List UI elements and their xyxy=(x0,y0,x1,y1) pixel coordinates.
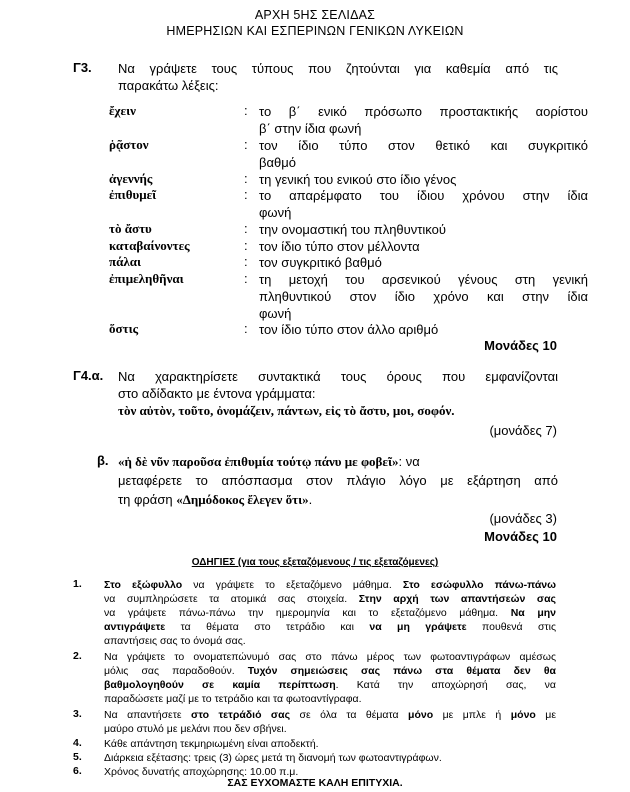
instruction-text: . Κατά την αποχώρησή σας, να xyxy=(335,679,556,691)
instruction-1 xyxy=(104,578,556,648)
instruction-text: να γράψετε το εξεταζόμενο μάθημα. xyxy=(182,579,403,591)
question-g4-number: Γ4.α. xyxy=(73,368,104,383)
instruction-text: με xyxy=(535,709,557,721)
g4b-line3-post: . xyxy=(308,492,313,507)
instruction-1-line xyxy=(104,592,556,606)
g4-score: Μονάδες 10 xyxy=(484,529,557,544)
question-g4b-line2: μεταφέρετε το απόσπασμα στον πλάγιο λόγο με εξάρτηση από xyxy=(118,473,558,488)
g3-word: ἔχειν xyxy=(109,103,136,118)
question-g4b-line3 xyxy=(118,491,312,508)
g3-definition-line: τον ίδιο τύπο στον μέλλοντα xyxy=(259,239,420,254)
question-g3-prompt-line2: παρακάτω λέξεις: xyxy=(118,78,219,93)
instruction-emphasis: Στο εσώφυλλο πάνω-πάνω xyxy=(402,579,556,591)
instruction-text: να συμπληρώσετε τα ατομικά σας στοιχεία. xyxy=(104,593,359,605)
instruction-text: πουθενά στις xyxy=(466,621,557,633)
g3-colon: : xyxy=(244,137,248,152)
instruction-3-line xyxy=(104,708,556,722)
g3-colon: : xyxy=(244,271,248,286)
instruction-text: μόλις σας παραδοθούν. xyxy=(104,665,248,677)
g3-colon: : xyxy=(244,171,248,186)
instruction-text: Να γράψετε το ονοματεπώνυμό σας στο πάνω μέρος των φωτοαντιγράφων αμέσως xyxy=(104,651,556,663)
g3-definition-line: φωνή xyxy=(259,306,292,321)
g3-colon: : xyxy=(244,103,248,118)
g4b-line3-pre: τη φράση xyxy=(118,492,177,507)
instruction-text: απαντήσεις σας το όνομά σας. xyxy=(104,635,246,647)
g4b-quote: «ἡ δὲ νῦν παροῦσα ἐπιθυμία τούτῳ πάνυ με φοβεῖ» xyxy=(118,454,399,469)
g3-definition-line: πληθυντικού στον ίδιο χρόνο και στην ίδια xyxy=(259,289,588,304)
instruction-4: Κάθε απάντηση τεκμηριωμένη είναι αποδεκτή. xyxy=(104,738,319,750)
instruction-number: 3. xyxy=(73,708,82,720)
g3-definition-line: φωνή xyxy=(259,205,292,220)
instruction-number: 4. xyxy=(73,737,82,749)
g3-definition-line: την ονομαστική του πληθυντικού xyxy=(259,222,446,237)
instruction-2 xyxy=(104,650,556,706)
instruction-2-line xyxy=(104,692,556,706)
instruction-3-line xyxy=(104,722,556,736)
instruction-5: Διάρκεια εξέτασης: τρεις (3) ώρες μετά τη διανομή των φωτοαντιγράφων. xyxy=(104,752,442,764)
instruction-number: 5. xyxy=(73,751,82,763)
instruction-emphasis: Στην αρχή των απαντήσεών σας xyxy=(358,593,557,605)
g3-score: Μονάδες 10 xyxy=(484,338,557,353)
question-g3-prompt-line1: Να γράψετε τους τύπους που ζητούνται για καθεμία από τις xyxy=(118,61,558,76)
question-g4a-line2: στο αδίδακτο με έντονα γράμματα: xyxy=(118,386,316,401)
instruction-number: 6. xyxy=(73,765,82,777)
g3-definition-line: τον ίδιο τύπο στον άλλο αριθμό xyxy=(259,322,439,337)
g3-colon: : xyxy=(244,221,248,236)
g3-word: ῥᾷστον xyxy=(109,137,149,152)
instruction-emphasis: Να μην xyxy=(510,607,557,619)
g3-word: ἀγεννής xyxy=(109,171,153,186)
g3-colon: : xyxy=(244,321,248,336)
instruction-2-line xyxy=(104,664,556,678)
g3-colon: : xyxy=(244,187,248,202)
instruction-2-line xyxy=(104,650,556,664)
instruction-text: Να απαντήσετε xyxy=(104,709,192,721)
instruction-emphasis: μόνο xyxy=(510,709,536,721)
instructions-title: ΟΔΗΓΙΕΣ (για τους εξεταζόμενους / τις εξεταζόμενες) xyxy=(191,557,439,568)
instruction-emphasis: βαθμολογηθούν σε καμία περίπτωση xyxy=(104,679,336,691)
g3-definition-line: το β΄ ενικό πρόσωπο προστακτικής αορίστου xyxy=(259,104,588,119)
instruction-emphasis: αντιγράψετε xyxy=(104,621,166,633)
question-g4b-label: β. xyxy=(97,453,109,468)
g4b-phrase: «Δημόδοκος ἔλεγεν ὅτι» xyxy=(176,492,309,507)
question-g3-number: Γ3. xyxy=(73,60,92,75)
instruction-text: παραδώσετε μαζί με το τετράδιο και τα φωτοαντίγραφα. xyxy=(104,693,362,705)
instruction-6: Χρόνος δυνατής αποχώρησης: 10.00 π.μ. xyxy=(104,766,299,778)
g3-word: ἐπιθυμεῖ xyxy=(109,187,157,202)
g3-colon: : xyxy=(244,238,248,253)
g3-definition-line: τη γενική του ενικού στο ίδιο γένος xyxy=(259,172,457,187)
g3-word: καταβαίνοντες xyxy=(109,238,190,253)
instruction-emphasis: μόνο xyxy=(408,709,434,721)
g3-word: ὅστις xyxy=(109,321,139,336)
page-header-line2: ΗΜΕΡΗΣΙΩΝ ΚΑΙ ΕΣΠΕΡΙΝΩΝ ΓΕΝΙΚΩΝ ΛΥΚΕΙΩΝ xyxy=(166,24,464,38)
g4a-score: (μονάδες 7) xyxy=(489,423,557,438)
instruction-1-line xyxy=(104,634,556,648)
g3-word: τὸ ἄστυ xyxy=(109,221,152,236)
g3-word: πάλαι xyxy=(109,254,142,269)
instruction-text: με μπλε ή xyxy=(433,709,511,721)
g3-definition-line: βαθμό xyxy=(259,155,296,170)
instruction-3 xyxy=(104,708,556,736)
instruction-1-line xyxy=(104,606,556,620)
g4b-score: (μονάδες 3) xyxy=(489,511,557,526)
instruction-emphasis: στο τετράδιό σας xyxy=(191,709,291,721)
g3-definition-line: τον ίδιο τύπο στον θετικό και συγκριτικό xyxy=(259,138,588,153)
closing-wishes: ΣΑΣ ΕΥΧΟΜΑΣΤΕ ΚΑΛΗ ΕΠΙΤΥΧΙΑ. xyxy=(227,777,403,789)
question-g4b-line1 xyxy=(118,453,558,470)
instruction-text: μαύρο στυλό με μελάνι που δεν σβήνει. xyxy=(104,723,287,735)
instruction-emphasis: Τυχόν σημειώσεις σας πάνω στα θέματα δεν θα xyxy=(247,665,556,677)
instruction-1-line xyxy=(104,578,556,592)
instruction-1-line xyxy=(104,620,556,634)
instruction-text: τα θέματα στο τετράδιο και xyxy=(165,621,370,633)
instruction-2-line xyxy=(104,678,556,692)
g3-definition-line: τη μετοχή του αρσενικού γένους στη γενική xyxy=(259,272,588,287)
question-g4a-line1: Να χαρακτηρίσετε συντακτικά τους όρους που εμφανίζονται xyxy=(118,369,558,384)
page-header-line1: ΑΡΧΗ 5ΗΣ ΣΕΛΙΔΑΣ xyxy=(254,8,376,22)
g3-definition-line: το απαρέμφατο του ίδιου χρόνου στην ίδια xyxy=(259,188,588,203)
instruction-text: σε όλα τα θέματα xyxy=(290,709,409,721)
question-g4a-terms: τὸν αὐτὸν, τοῦτο, ὀνομάζειν, πάντων, εἰς τὸ ἄστυ, μοι, σοφόν. xyxy=(118,403,455,418)
instruction-number: 2. xyxy=(73,650,82,662)
g3-definition-line: β΄ στην ίδια φωνή xyxy=(259,121,362,136)
instruction-emphasis: να μη γράψετε xyxy=(369,621,467,633)
g3-colon: : xyxy=(244,254,248,269)
instruction-number: 1. xyxy=(73,578,82,590)
g3-word: ἐπιμεληθῆναι xyxy=(109,271,184,286)
instruction-text: να γράψετε πάνω-πάνω την ημερομηνία και το εξεταζόμενο μάθημα. xyxy=(104,607,511,619)
g4b-line1-rest: : να xyxy=(398,454,420,469)
instruction-emphasis: Στο εξώφυλλο xyxy=(104,579,183,591)
g3-definition-line: τον συγκριτικό βαθμό xyxy=(259,255,382,270)
